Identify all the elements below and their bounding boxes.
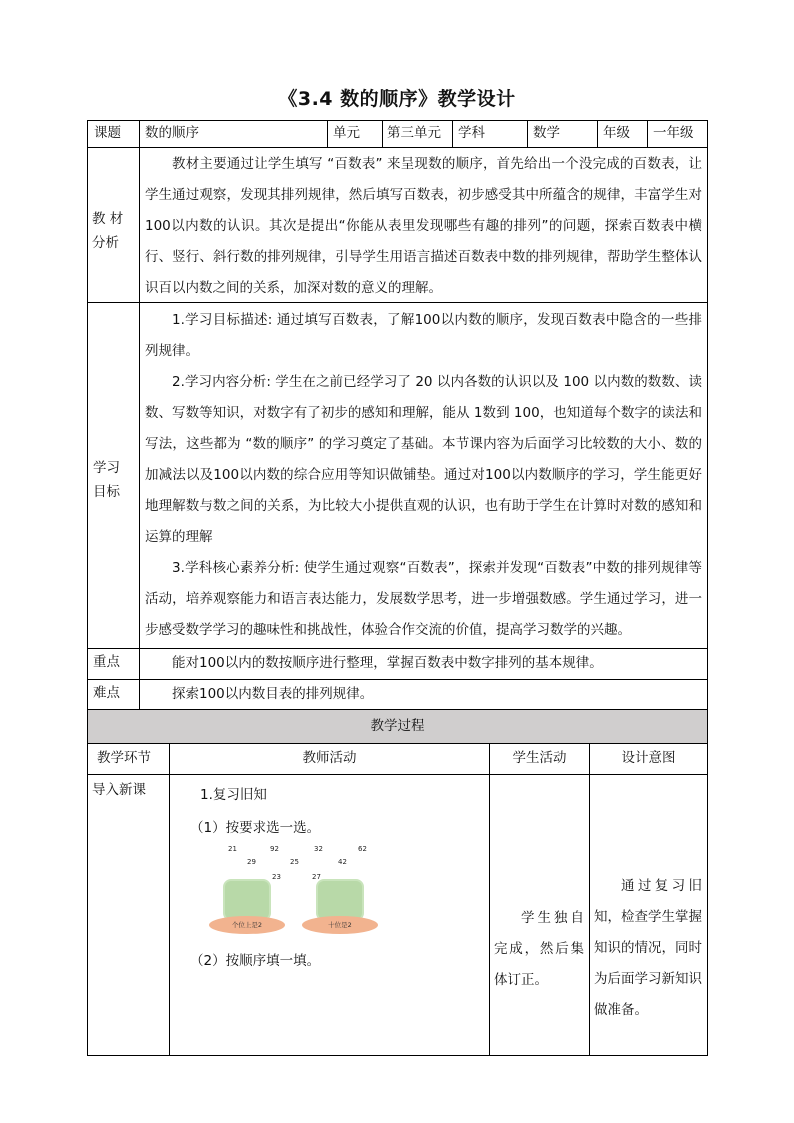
row-line <box>87 743 707 744</box>
row-line <box>87 147 707 148</box>
col-line <box>139 120 140 147</box>
process-heading: 教学过程 <box>370 718 425 734</box>
col-header-teacher: 教师活动 <box>302 750 357 766</box>
unit-label: 单元 <box>333 125 360 141</box>
number-option: 21 <box>228 845 237 853</box>
goal-paragraph-1: 1.学习目标描述: 通过填写百数表，了解100以内数的顺序，发现百数表中隐含的一些排列规律。 <box>145 312 702 359</box>
grade-value: 一年级 <box>653 125 694 141</box>
number-option: 23 <box>272 873 281 881</box>
subject-value: 数学 <box>533 125 560 141</box>
task-2: （2）按顺序填一填。 <box>190 953 321 969</box>
analysis-label-line1: 教 材 <box>92 211 124 227</box>
key-point-text: 能对100以内的数按顺序进行整理，掌握百数表中数字排列的基本规律。 <box>172 655 603 671</box>
design-intent: 通过复习旧知，检查学生掌握知识的情况，同时为后面学习新知识做准备。 <box>594 878 702 1018</box>
analysis-label <box>92 207 123 255</box>
goals-label-line1: 学习 <box>93 460 120 476</box>
goals-label <box>93 456 120 504</box>
number-option: 42 <box>338 858 347 866</box>
number-option: 25 <box>290 858 299 866</box>
col-line <box>527 120 528 147</box>
goal-paragraph-3: 3.学科核心素养分析: 使学生通过观察“百数表”，探索并发现“百数表”中数的排列规律等活动，培养观察能力和语言表达能力，发展数学思考，进一步增强数感。学生通过学习，进一步感受数学学习的趣味性和挑战性，体验合作交流的价值，提高学习数学的兴趣。 <box>145 560 702 638</box>
table-border-right <box>707 120 708 1056</box>
basket-tens-2-label: 十位是2 <box>302 916 378 934</box>
col-line <box>169 743 170 1056</box>
col-line <box>327 120 328 147</box>
col-header-stage: 教学环节 <box>97 750 151 766</box>
number-option: 27 <box>312 873 321 881</box>
basket-tens-2 <box>318 881 362 919</box>
subject-label: 学科 <box>458 125 485 141</box>
number-option: 92 <box>270 845 279 853</box>
col-line <box>382 120 383 147</box>
difficulty-text: 探索100以内数目表的排列规律。 <box>172 686 374 702</box>
review-title: 1.复习旧知 <box>200 787 267 803</box>
col-header-student: 学生活动 <box>512 750 567 766</box>
col-line <box>489 743 490 1056</box>
grade-label: 年级 <box>603 125 630 141</box>
student-activity: 学生独自完成，然后集体订正。 <box>494 910 584 988</box>
col-line <box>597 120 598 147</box>
col-line <box>647 120 648 147</box>
table-border-top <box>87 120 707 121</box>
analysis-label-line2: 分析 <box>92 235 119 251</box>
stage-name: 导入新课 <box>92 782 146 798</box>
key-point-label: 重点 <box>93 654 120 670</box>
topic-label: 课题 <box>94 125 121 141</box>
col-line <box>452 120 453 147</box>
analysis-text: 教材主要通过让学生填写 “百数表” 来呈现数的顺序，首先给出一个没完成的百数表，让学生通过观察，发现其排列规律，然后填写百数表，初步感受其中所蕴含的规律，丰富学生对100以内数的认识。其次是提出“你能从表里发现哪些有趣的排列”的问题，探索百数表中横行、竖行、斜行数的排列规律，引导学生用语言描述百数表中数的排列规律，帮助学生整体认识百以内数之间的关系，加深对数的意义的理解。 <box>145 156 702 296</box>
row-line <box>87 774 707 775</box>
number-option: 62 <box>358 845 367 853</box>
topic-value: 数的顺序 <box>145 125 199 141</box>
col-header-intent: 设计意图 <box>621 750 676 766</box>
table-border-left <box>87 120 88 1056</box>
task-1: （1）按要求选一选。 <box>190 820 321 836</box>
basket-ones-2-label: 个位上是2 <box>209 916 285 934</box>
basket-ones-2 <box>225 881 269 919</box>
table-border-bottom <box>87 1055 708 1056</box>
goal-paragraph-2: 2.学习内容分析: 学生在之前已经学习了 20 以内各数的认识以及 100 以内数的数数、读数、写数等知识，对数字有了初步的感知和理解，能从 1数到 100，也知道每个数字的读法和写法，这些都为 “数的顺序” 的学习奠定了基础。本节课内容为后面学习比较数的大小、数的加减法以及100以内数的综合应用等知识做铺垫。通过对100以内数顺序的学习，学生能更好地理解数与数之间的关系，为比较大小提供直观的认识，也有助于学生在计算时对数的感知和运算的理解 <box>145 374 702 545</box>
number-option: 29 <box>247 858 256 866</box>
page-title: 《3.4 数的顺序》教学设计 <box>278 88 516 110</box>
col-line <box>589 743 590 1056</box>
number-option: 32 <box>314 845 323 853</box>
goals-label-line2: 目标 <box>93 484 120 500</box>
unit-value: 第三单元 <box>387 125 441 141</box>
difficulty-label: 难点 <box>93 685 120 701</box>
col-line <box>139 147 140 709</box>
